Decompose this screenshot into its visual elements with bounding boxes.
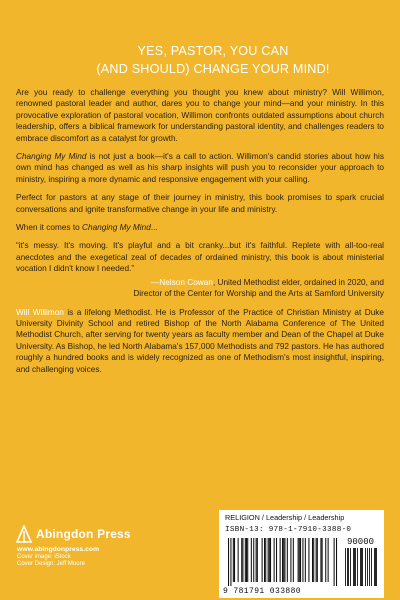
lead-in-ellipsis: ... (150, 223, 158, 233)
publisher-name: Abingdon Press (36, 527, 131, 541)
endorser-title-1: , United Methodist elder, ordained in 2020, and (212, 277, 384, 287)
barcode-panel (219, 510, 384, 598)
lead-in-text: When it comes to (16, 223, 83, 233)
endorsement-quote: “it's messy. It's moving. It's playful and a bit cranky...but it's faithful. Replete with all-too-real anecdotes and the exegetical zeal of decades of ordained ministry, this book is about ministerial vocation I didn't know I needed.” (16, 241, 384, 274)
call-to-action-text: is not just a book—it's a call to action. Willimon's candid stories about how his own mind has changed as well as his sharp insights will push you to reconsider your approach to ministry, inspiring a more dynamic and responsive engagement with your calling. (16, 152, 384, 184)
description-block (16, 87, 384, 382)
quote-lead-in (16, 222, 384, 233)
heading-line-2: (AND SHOULD) CHANGE YOUR MIND! (96, 62, 330, 76)
book-title-inline: Changing My Mind (16, 152, 87, 162)
abingdon-logo-icon (16, 525, 32, 543)
publisher-url: www.abingdonpress.com (17, 546, 100, 553)
author-bio-text: is a lifelong Methodist. He is Professor of the Practice of Christian Ministry at Duke University Divinity School and retired Bishop of the North Alabama Conference of The United Methodist Church, after serving for twenty years as faculty member and Dean of the Chapel at Duke University. As Bishop, he led North Alabama's 157,000 Methodists and 792 pastors. He has authored roughly a hundred books and is widely recognized as one of Methodism's most insightful, inspiring, and challenging voices. (16, 307, 384, 374)
price-code: 90000 (347, 537, 375, 547)
bisac-category: RELIGION / Leadership / Leadership (225, 513, 345, 522)
endorser-title-2: Director of the Center for Worship and the Arts at Samford University (133, 289, 384, 299)
barcode-digits: 9 781791 033880 (223, 587, 302, 596)
author-name: Will Willimon (16, 307, 64, 317)
endorsement-attribution (16, 277, 384, 300)
isbn-label: ISBN-13: 978-1-7910-3388-0 (225, 526, 352, 534)
intro-paragraph: Are you ready to challenge everything you thought you knew about ministry? Will Willimon, renowned pastoral leader and author, dares you to change your mind—and your ministry. In this provocative exploration of pastoral vocation, Willimon confronts outdated assumptions about church leadership, offers a biblical framework for understanding pastoral identity, and challenges readers to embrace discomfort as a catalyst for growth. (16, 88, 384, 143)
author-bio (16, 307, 384, 375)
endorser-name: —Nelson Cowan (151, 277, 213, 287)
cover-design-credit: Cover Design: Jeff Moore (17, 561, 85, 567)
audience-paragraph: Perfect for pastors at any stage of their journey in ministry, this book promises to spark crucial conversations and ignite transformative change in your life and ministry. (16, 193, 384, 214)
cover-image-credit: Cover image: iStock (17, 553, 71, 560)
back-cover-heading (60, 42, 366, 78)
call-to-action-paragraph (16, 151, 384, 185)
heading-line-1: YES, PASTOR, YOU CAN (137, 44, 289, 58)
publisher-block (16, 525, 186, 569)
lead-in-title: Changing My Mind (82, 223, 151, 233)
